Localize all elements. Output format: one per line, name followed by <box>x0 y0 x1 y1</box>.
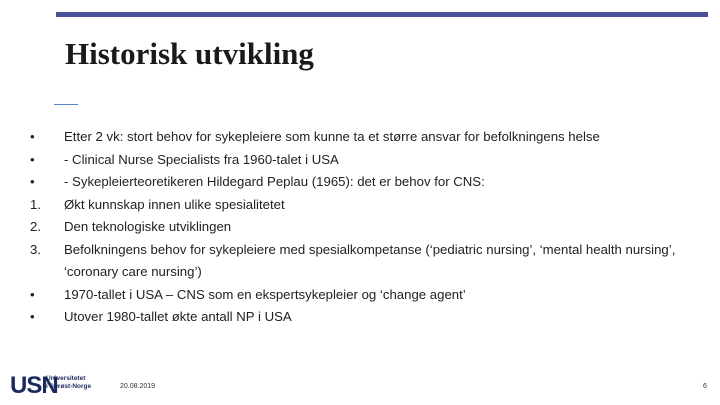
bullet-marker: • <box>30 286 35 302</box>
footer-date: 20.08.2019 <box>120 383 156 390</box>
bullet-marker: • <box>30 309 35 324</box>
list-item <box>30 306 690 329</box>
list-item <box>30 194 690 217</box>
list-item <box>30 149 690 172</box>
usn-logo <box>10 372 100 398</box>
number-marker: 1. <box>30 196 41 212</box>
bullet-marker: • <box>30 129 35 144</box>
bullet-marker: • <box>30 174 35 189</box>
list-item-text: Utover 1980-tallet økte antall NP i USA <box>64 309 292 324</box>
list-item-text: 1970-tallet i USA – CNS som en ekspertsykepleier og ‘change agent’ <box>64 286 466 302</box>
list-item <box>30 216 690 239</box>
top-accent-bar <box>56 12 708 17</box>
usn-logo-text: Universitetet i Sørøst-Norge <box>46 375 92 390</box>
list-item-text: Etter 2 vk: stort behov for sykepleiere som kunne ta et større ansvar for befolkningens helse <box>64 129 600 144</box>
number-marker: 3. <box>30 241 41 257</box>
bullet-marker: • <box>30 151 35 167</box>
list-item-text: Befolkningens behov for sykepleiere med spesialkompetanse (‘pediatric nursing’, ‘mental health nursing’, ‘coronary care nursing’) <box>64 241 676 279</box>
slide-body <box>30 126 690 329</box>
page-number: 6 <box>703 383 707 390</box>
list-item <box>30 171 690 194</box>
title-underline <box>54 104 78 105</box>
list-item-text: Den teknologiske utviklingen <box>64 219 232 234</box>
list-item <box>30 284 690 307</box>
list-item-text: - Sykepleierteoretikeren Hildegard Peplau (1965): det er behov for CNS: <box>64 174 485 189</box>
usn-logo-mark: USN <box>10 372 58 399</box>
list-item <box>30 126 690 149</box>
list-item-text: Økt kunnskap innen ulike spesialitetet <box>64 196 285 212</box>
list-item-text: - Clinical Nurse Specialists fra 1960-talet i USA <box>64 151 339 167</box>
number-marker: 2. <box>30 219 41 234</box>
list-item <box>30 239 690 284</box>
slide-title: Historisk utvikling <box>65 36 314 71</box>
